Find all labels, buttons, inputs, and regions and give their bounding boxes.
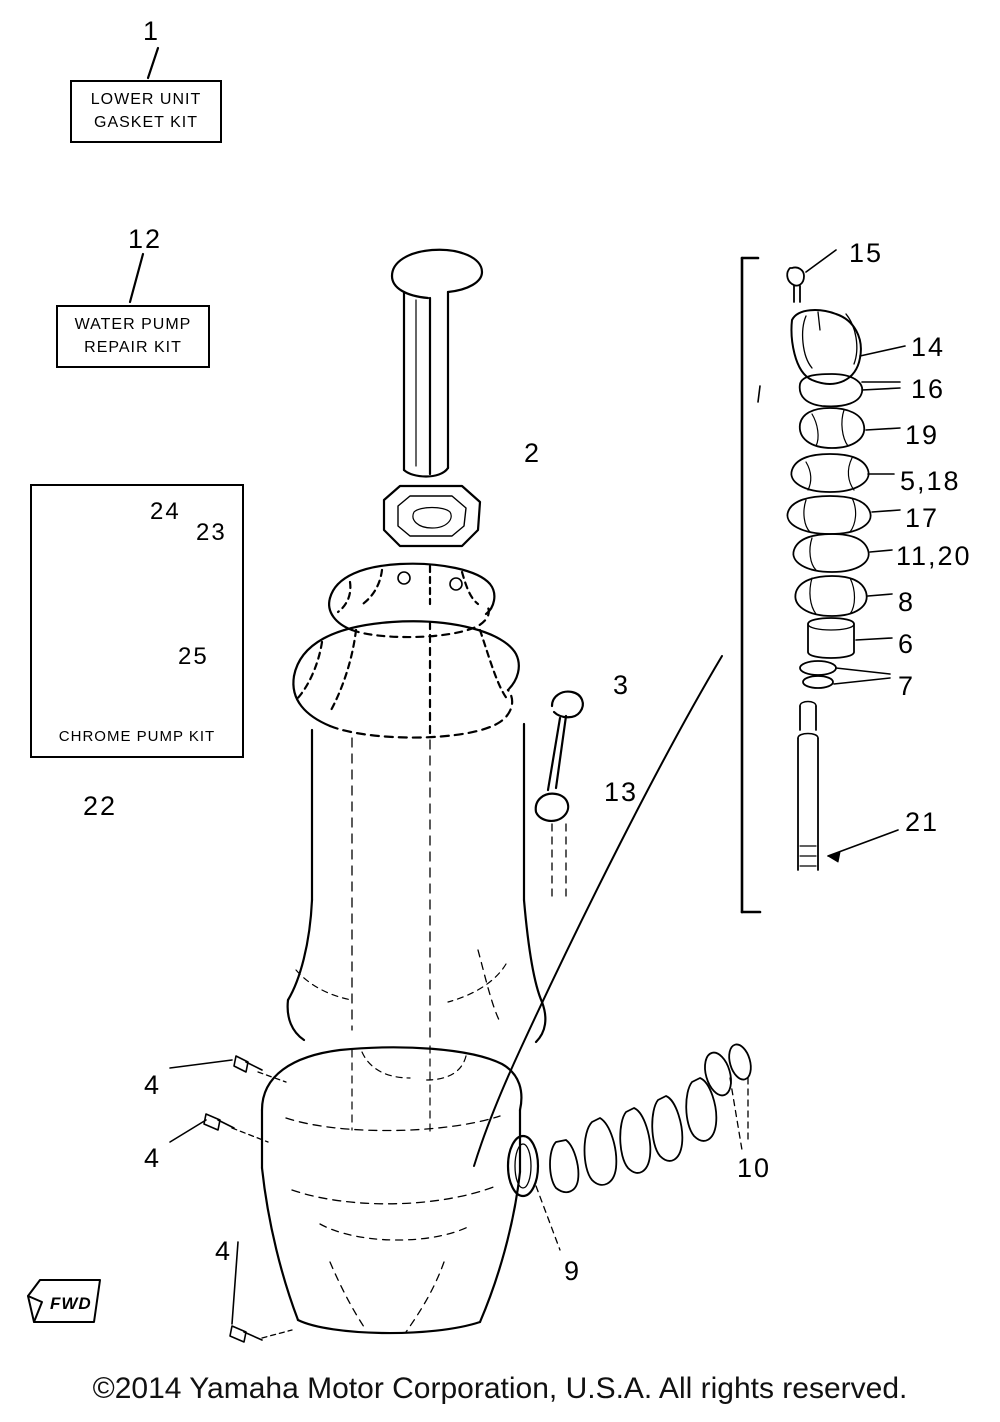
callout-23: 23 [196, 519, 227, 546]
callout-16: 16 [911, 374, 946, 404]
callout-12: 12 [128, 224, 163, 254]
callout-22: 22 [83, 791, 118, 821]
kit-box-line: LOWER UNIT [90, 91, 202, 108]
callout-2: 2 [524, 438, 542, 468]
lower-unit-gasket-kit-box [70, 80, 222, 143]
chrome-pump-kit-caption: CHROME PUMP KIT [58, 728, 216, 746]
fwd-direction-badge [24, 1276, 108, 1334]
callout-24: 24 [150, 498, 181, 525]
callout-8: 8 [898, 587, 916, 617]
callout-15: 15 [849, 238, 884, 268]
callout-13: 13 [604, 777, 639, 807]
callout-4-lower: 4 [215, 1236, 233, 1266]
leader-line-1 [148, 48, 158, 78]
kit-box-line: GASKET KIT [94, 114, 198, 132]
callout-6: 6 [898, 629, 916, 659]
callout-14: 14 [911, 332, 946, 362]
callout-9: 9 [564, 1256, 582, 1286]
kit-box-line: REPAIR KIT [84, 339, 182, 357]
callout-11-20: 11,20 [896, 541, 972, 571]
callout-10: 10 [737, 1153, 772, 1183]
callout-3: 3 [613, 670, 631, 700]
callout-19: 19 [905, 420, 940, 450]
kit-box-line: WATER PUMP [74, 316, 192, 333]
water-pump-repair-kit-box [56, 305, 210, 368]
copyright-notice: ©2014 Yamaha Motor Corporation, U.S.A. All rights reserved. [92, 1372, 908, 1405]
callout-25: 25 [178, 643, 209, 670]
callout-21: 21 [905, 807, 940, 837]
callout-4-middle: 4 [144, 1143, 162, 1173]
callout-1: 1 [143, 16, 161, 46]
fwd-label: FWD [50, 1294, 92, 1313]
callout-17: 17 [905, 503, 940, 533]
callout-7: 7 [898, 671, 916, 701]
callout-5-18: 5,18 [900, 466, 961, 496]
callout-4-upper: 4 [144, 1070, 162, 1100]
